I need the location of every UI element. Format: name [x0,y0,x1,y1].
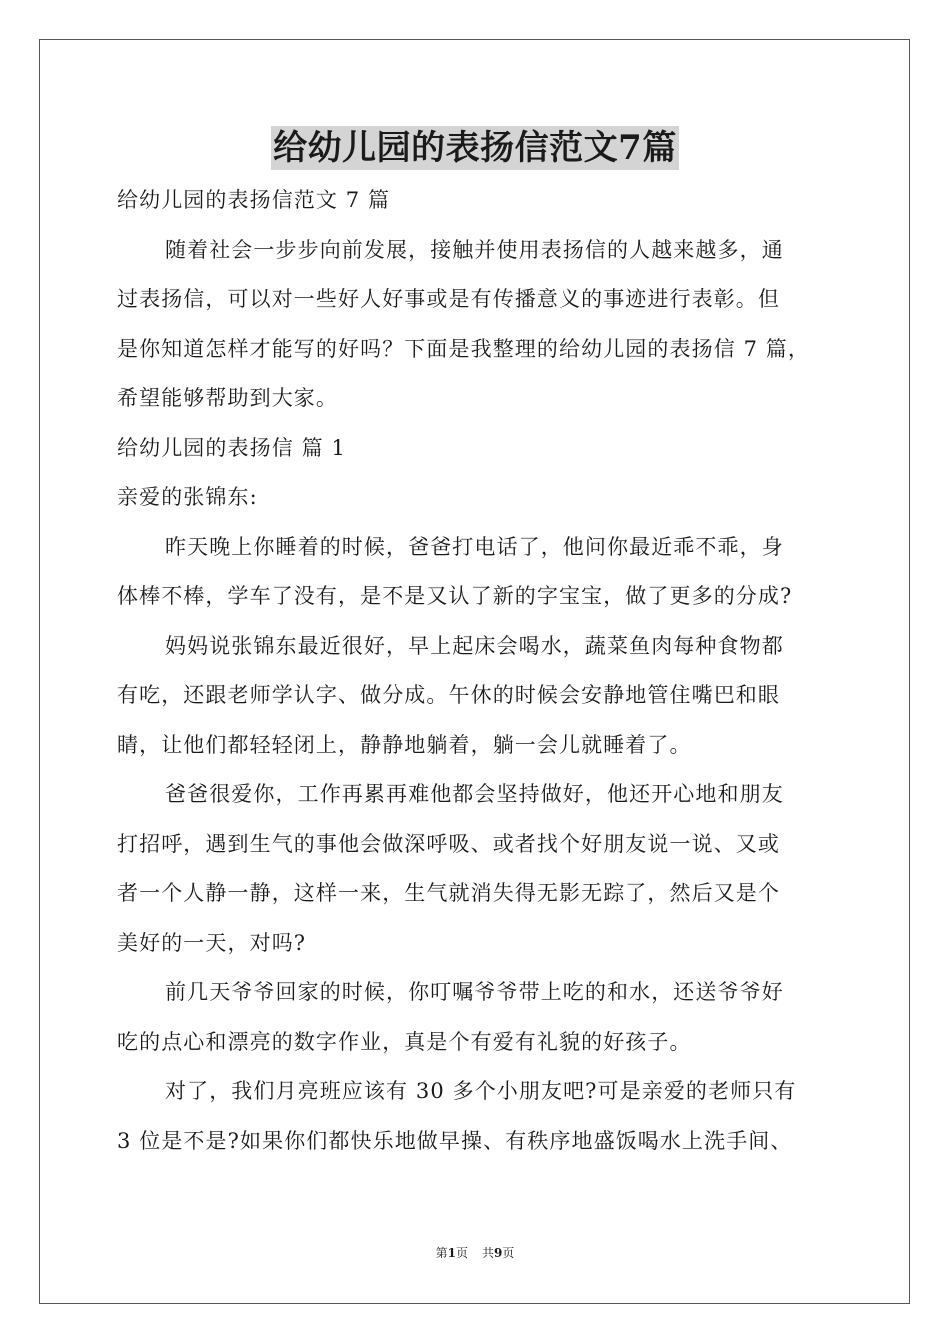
text-line: 给幼儿园的表扬信 篇 1 [117,435,346,460]
text-line: 者一个人静一静，这样一来，生气就消失得无影无踪了，然后又是个 [117,881,780,905]
text-line: 亲爱的张锦东: [117,485,258,509]
text-line: 希望能够帮助到大家。 [117,386,338,410]
text-line: 爸爸很爱你，工作再累再难他都会坚持做好，他还开心地和朋友 [165,782,784,806]
text-line: 吃的点心和漂亮的数字作业，真是个有爱有礼貌的好孩子。 [117,1029,692,1054]
document-title: 给幼儿园的表扬信范文7篇 [273,128,677,168]
footer-page-number: 1 [447,1246,456,1260]
document-body [117,176,837,1166]
text-line: 打招呼，遇到生气的事他会做深呼吸、或者找个好朋友说一说、又或 [117,831,780,856]
text-line: 体棒不棒，学车了没有，是不是又认了新的字宝宝，做了更多的分成? [117,584,793,608]
text-line: 过表扬信，可以对一些好人好事或是有传播意义的事迹进行表彰。但 [117,287,780,311]
text-line: 美好的一天，对吗? [117,930,307,955]
footer-page-prefix: 第 [435,1246,448,1260]
text-line: 前几天爷爷回家的时候，你叮嘱爷爷带上吃的和水，还送爷爷好 [165,980,784,1004]
footer-total-suffix: 页 [502,1246,515,1260]
text-line: 有吃，还跟老师学认字、做分成。午休的时候会安静地管住嘴巴和眼 [117,683,780,707]
text-line: 对了，我们月亮班应该有 30 多个小朋友吧?可是亲爱的老师只有 [165,1079,797,1103]
page-footer [0,1244,950,1261]
text-line: 是你知道怎样才能写的好吗？下面是我整理的给幼儿园的表扬信 7 篇， [117,336,811,361]
footer-total-pages: 9 [494,1246,503,1260]
text-line: 3 位是不是?如果你们都快乐地做早操、有秩序地盛饭喝水上洗手间、 [117,1128,793,1153]
title-container [0,126,950,170]
footer-page-suffix: 页 [455,1246,468,1260]
footer-total-prefix: 共 [482,1246,495,1260]
text-line: 给幼儿园的表扬信范文 7 篇 [117,188,391,212]
text-line: 睛，让他们都轻轻闭上，静静地躺着，躺一会儿就睡着了。 [117,732,692,757]
text-line: 随着社会一步步向前发展，接触并使用表扬信的人越来越多，通 [165,237,784,262]
text-line: 昨天晚上你睡着的时候，爸爸打电话了，他问你最近乖不乖，身 [165,534,784,559]
text-line: 妈妈说张锦东最近很好，早上起床会喝水，蔬菜鱼肉每种食物都 [165,633,784,658]
